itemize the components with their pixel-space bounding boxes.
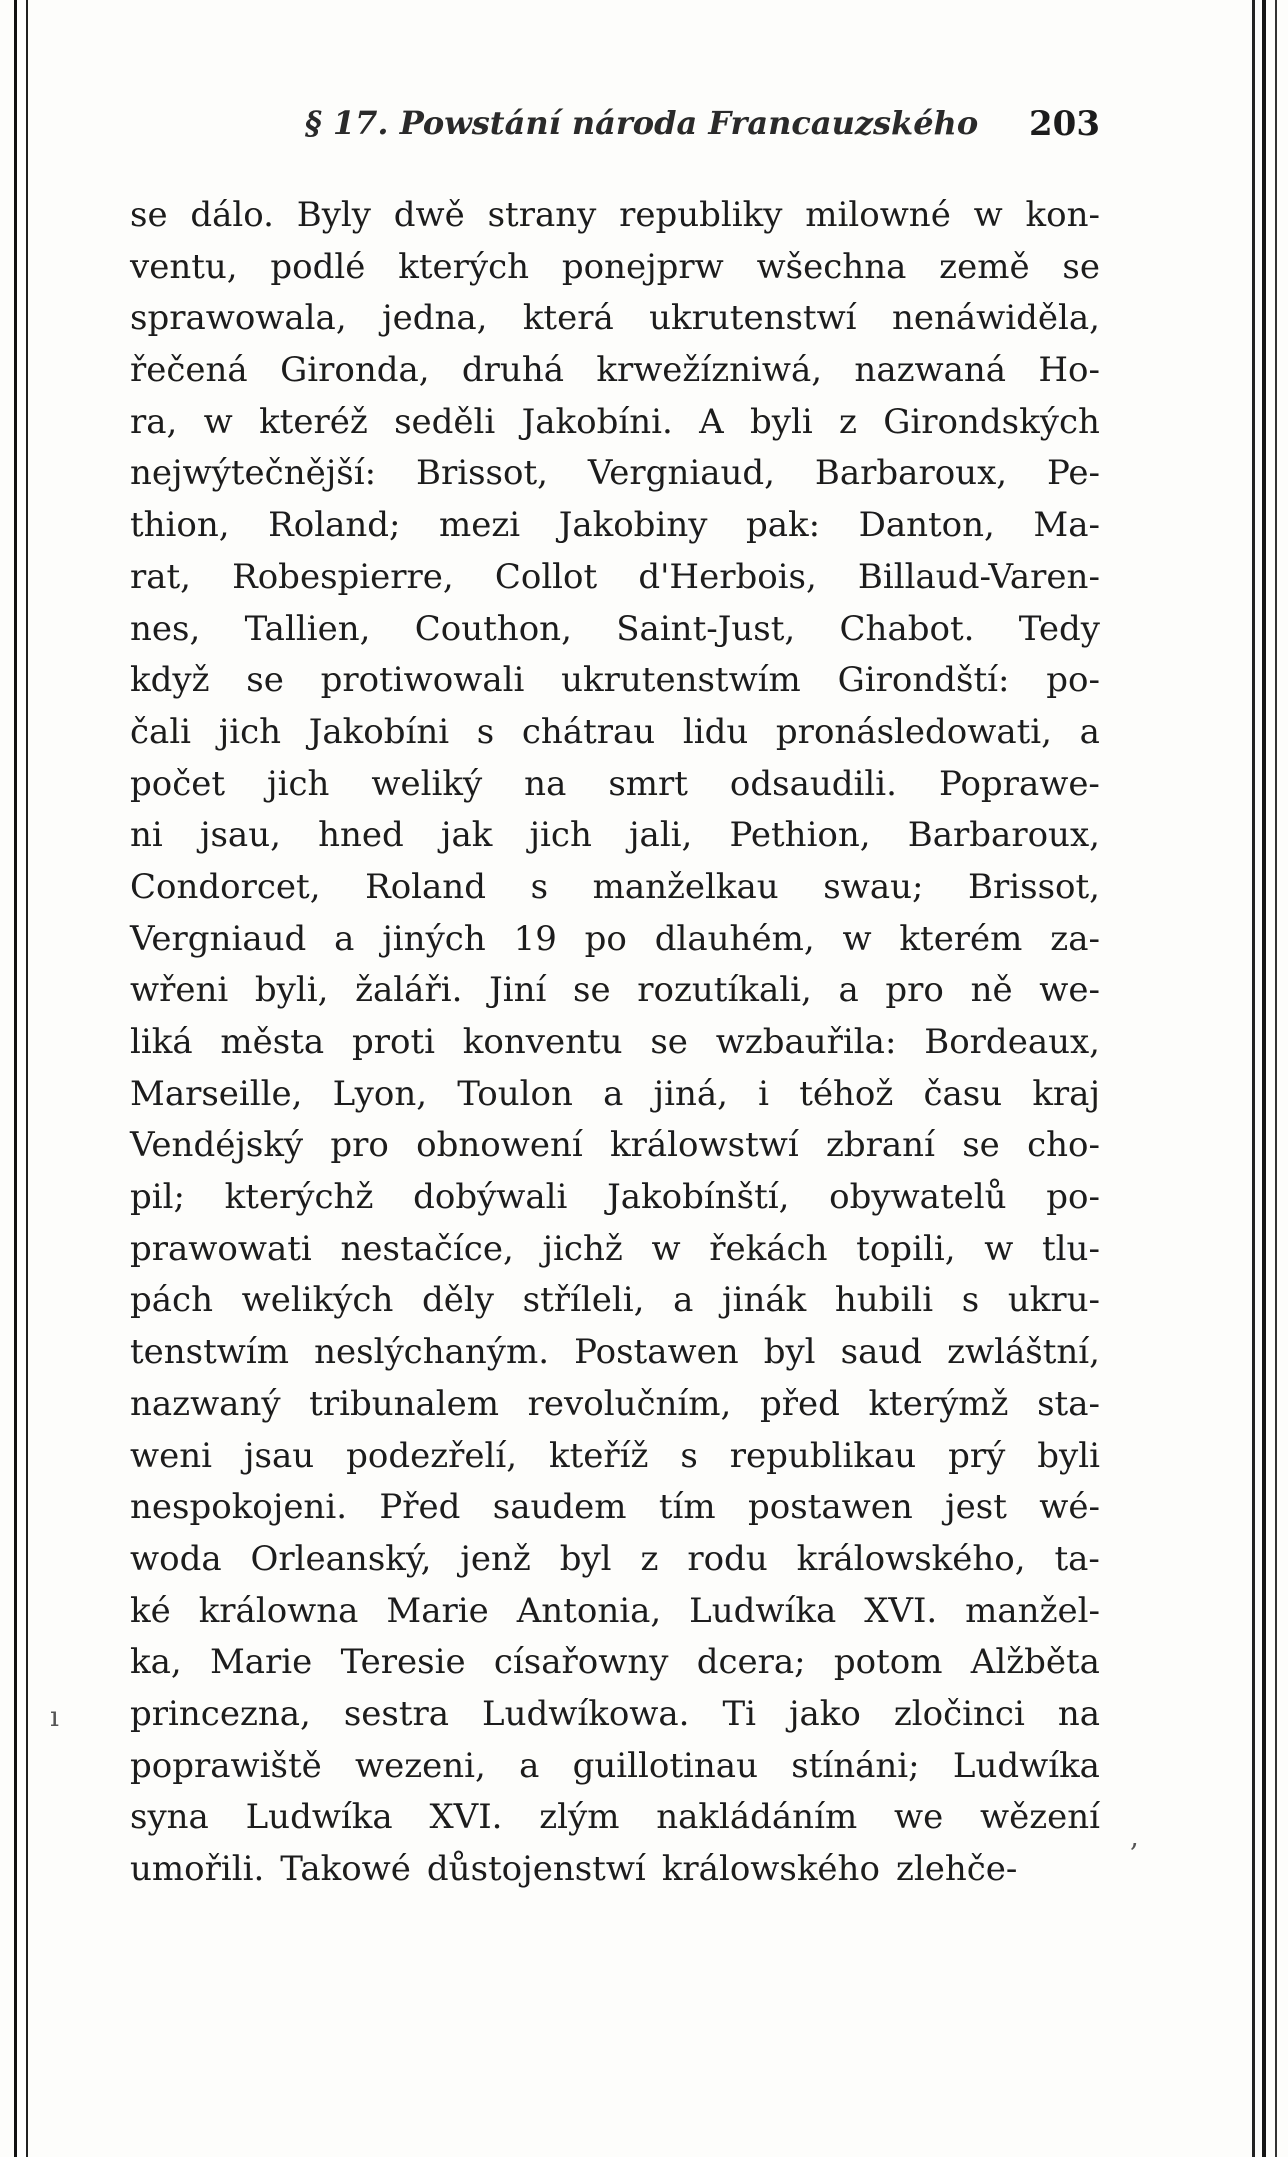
word: zwláštní, (947, 1332, 1100, 1373)
word: weliký (371, 763, 483, 804)
word: Vergniaud, (587, 453, 775, 494)
word: topili, (856, 1228, 956, 1269)
word: lidu (682, 711, 749, 752)
word: kraj (1032, 1073, 1100, 1114)
word: wzbauřila: (715, 1022, 897, 1062)
word: cho- (1027, 1125, 1100, 1166)
text-line (130, 759, 1100, 811)
word: pro (885, 970, 944, 1011)
word: pách (130, 1280, 213, 1321)
word: mezi (439, 505, 521, 546)
word: guillotinau (572, 1745, 758, 1786)
word: saudem (492, 1487, 627, 1528)
word: jenž (460, 1538, 531, 1579)
word: zbraní (825, 1125, 935, 1166)
word: republikau (729, 1435, 917, 1476)
word: s (680, 1435, 698, 1476)
text-line (130, 655, 1100, 707)
page-edge-left (14, 0, 28, 2157)
text-line (130, 242, 1100, 294)
word: žaláři. (355, 970, 463, 1011)
word: nestačíce, (340, 1228, 514, 1269)
word: a (334, 918, 355, 959)
word: jich (218, 711, 282, 752)
word: jich (267, 763, 330, 804)
text-line (130, 1689, 1100, 1741)
word: nespokojeni. (130, 1487, 348, 1528)
word: času (923, 1073, 1003, 1114)
word: wšechna (756, 246, 907, 287)
word: ponejprw (561, 246, 724, 287)
word: umořili. (130, 1849, 265, 1889)
word: s (530, 866, 549, 907)
word: manželkau (592, 866, 779, 907)
word: ra, (130, 401, 178, 442)
word: ukrutenstwí (649, 298, 857, 339)
word: Postawen (574, 1332, 739, 1373)
word: jiných (382, 918, 486, 959)
word: jsau (243, 1435, 315, 1476)
word: dwě (393, 195, 465, 235)
word: Ti (722, 1693, 757, 1734)
word: postawen (748, 1487, 913, 1528)
word: se (130, 195, 168, 235)
word: čali (130, 711, 192, 752)
text-line (130, 500, 1100, 552)
word: jest (945, 1487, 1007, 1528)
text-line (130, 552, 1100, 604)
word: liká (130, 1022, 193, 1062)
word: protiwowali (320, 660, 525, 701)
word: Roland (365, 866, 486, 907)
word: w (203, 401, 233, 442)
word: ta- (1054, 1538, 1100, 1579)
word: sta- (1037, 1383, 1100, 1424)
word: počet (130, 763, 226, 804)
word: a (838, 970, 859, 1011)
word: byli, (254, 970, 329, 1011)
word: se (246, 660, 284, 701)
word: weni (130, 1435, 212, 1476)
word: se (962, 1125, 1000, 1166)
page-edge-right (1275, 0, 1277, 2157)
word: Jakobiny (558, 505, 708, 546)
word: republiky (619, 195, 783, 235)
word: stínáni; (791, 1745, 920, 1786)
word: w (842, 918, 872, 959)
word: ké (130, 1590, 171, 1631)
word: wězení (979, 1797, 1100, 1838)
word: Couthon, (414, 608, 572, 649)
word: w (651, 1228, 681, 1269)
word: s (476, 711, 495, 752)
word: manžel- (965, 1590, 1100, 1631)
word: z (839, 401, 857, 442)
word: Condorcet, (130, 866, 321, 907)
word: princezna, (130, 1693, 311, 1734)
text-line (130, 1069, 1100, 1121)
word: prawowati (130, 1228, 312, 1269)
word: po (584, 918, 627, 959)
word: nazwaný (130, 1383, 281, 1424)
text-line (130, 1017, 1100, 1069)
word: králowského (661, 1849, 880, 1889)
word: Collot (494, 556, 598, 597)
word: sestra (343, 1693, 450, 1734)
word: stříleli, (522, 1280, 645, 1321)
word: swau; (823, 866, 924, 907)
word: podlé (270, 246, 366, 287)
word: Ludwíka (952, 1745, 1100, 1786)
word: řekách (709, 1228, 828, 1269)
word: Marie (386, 1590, 489, 1631)
word: Girondští: (837, 660, 1010, 701)
text-line (130, 345, 1100, 397)
text-line (130, 293, 1100, 345)
word: sprawowala, (130, 298, 347, 339)
word: králowna (198, 1590, 359, 1631)
word: byli (749, 401, 813, 442)
word: a (1079, 711, 1100, 752)
word: Gironda, (280, 350, 430, 391)
word: kon- (1025, 195, 1100, 235)
word: kterýchž (224, 1177, 374, 1218)
word: tenstwím (130, 1332, 290, 1373)
word: we (893, 1797, 944, 1838)
word: před (759, 1383, 840, 1424)
word: zlým (539, 1797, 620, 1838)
word: XVI. (429, 1797, 503, 1838)
page-edge-right (1252, 0, 1255, 2157)
word: Poprawe- (938, 763, 1100, 804)
word: rozutíkali, (637, 970, 812, 1011)
word: Brissot, (968, 866, 1100, 907)
text-line (130, 1844, 1100, 1896)
word: jichž (542, 1228, 623, 1269)
word: krwežízniwá, (596, 350, 823, 391)
word: Toulon (457, 1073, 573, 1114)
word: země (939, 246, 1030, 287)
word: se (650, 1022, 688, 1062)
text-line (130, 1482, 1100, 1534)
word: proti (351, 1022, 435, 1062)
word: ně (970, 970, 1013, 1011)
word: thion, (130, 505, 230, 546)
word: Chabot. (839, 608, 975, 649)
word: Lyon, (332, 1073, 428, 1114)
word: Ludwíka (245, 1797, 393, 1838)
word: jsau, (199, 815, 281, 856)
word: za- (1050, 918, 1100, 959)
word: Barbaroux, (907, 815, 1100, 856)
word: Vergniaud (130, 918, 307, 959)
text-line (130, 604, 1100, 656)
text-line (130, 965, 1100, 1017)
word: a (519, 1745, 540, 1786)
word: Antonia, (516, 1590, 662, 1631)
word: téhož (799, 1073, 894, 1114)
word: Jakobínští, (607, 1177, 790, 1218)
word: Byly (296, 195, 372, 235)
word: kteréž (259, 401, 368, 442)
word: města (220, 1022, 325, 1062)
word: ukru- (1007, 1280, 1100, 1321)
word: odsaudili. (729, 763, 897, 804)
word: tribunalem (309, 1383, 500, 1424)
word: chátrau (521, 711, 656, 752)
word: ni (130, 815, 163, 856)
word: nakládáním (656, 1797, 858, 1838)
word: děly (422, 1280, 494, 1321)
word: syna (130, 1797, 209, 1838)
word: Ludwíkowa. (482, 1693, 690, 1734)
word: jako (788, 1693, 861, 1734)
word: seděli (394, 401, 496, 442)
word: wezeni, (354, 1745, 486, 1786)
word: nejwýtečnější: (130, 453, 377, 494)
word: dlauhém, (654, 918, 815, 959)
word: konventu (462, 1022, 623, 1062)
word: Pethion, (729, 815, 871, 856)
word: Před (379, 1487, 461, 1528)
word: Jakobíni (308, 711, 450, 752)
word: z (640, 1538, 659, 1579)
word: Bordeaux, (924, 1022, 1100, 1062)
word: byli (1037, 1435, 1100, 1476)
word: králowstwí (610, 1125, 799, 1166)
word: na (524, 763, 567, 804)
word: Marseille, (130, 1073, 303, 1114)
word: woda (130, 1538, 222, 1579)
word: která (522, 298, 614, 339)
text-line (130, 1534, 1100, 1586)
word: smrt (608, 763, 688, 804)
word: Danton, (858, 505, 995, 546)
word: jich (529, 815, 592, 856)
word: Roland; (268, 505, 401, 546)
text-line (130, 190, 1100, 242)
word: podezřelí, (346, 1435, 518, 1476)
word: Vendéjský (130, 1125, 304, 1166)
body-text (130, 190, 1100, 1896)
word: králowského, (796, 1538, 1026, 1579)
word: Girondských (883, 401, 1100, 442)
word: strany (487, 195, 597, 235)
word: A (699, 401, 724, 442)
word: pil; (130, 1177, 185, 1218)
word: tlu- (1042, 1228, 1100, 1269)
word: nenáwiděla, (891, 298, 1100, 339)
word: jak (440, 815, 493, 856)
text-line (130, 448, 1100, 500)
text-line (130, 1741, 1100, 1793)
word: Jiní (489, 970, 547, 1011)
word: ventu, (130, 246, 238, 287)
word: a (673, 1280, 694, 1321)
word: kterém (899, 918, 1023, 959)
word: Saint-Just, (616, 608, 796, 649)
word: Pe- (1047, 453, 1100, 494)
text-line (130, 1431, 1100, 1483)
word: obywatelů (829, 1177, 1007, 1218)
word: řečená (130, 350, 248, 391)
text-line (130, 862, 1100, 914)
word: jedna, (382, 298, 488, 339)
word: Tedy (1018, 608, 1100, 649)
word: kterých (398, 246, 530, 287)
text-line (130, 1172, 1100, 1224)
word: rat, (130, 556, 191, 597)
word: prý (948, 1435, 1006, 1476)
word: milowné (805, 195, 951, 235)
word: Alžběta (970, 1642, 1100, 1683)
word: nazwaná (854, 350, 1007, 391)
word: jiná, (653, 1073, 728, 1114)
word: hubili (834, 1280, 934, 1321)
page-edge-right (1262, 0, 1266, 2157)
word: kterýmž (868, 1383, 1009, 1424)
word: a (603, 1073, 624, 1114)
text-line (130, 810, 1100, 862)
word: neslýchaným. (314, 1332, 550, 1373)
word: ka, (130, 1642, 182, 1683)
page-number: 203 (1029, 104, 1100, 144)
word: Jakobíni. (521, 401, 673, 442)
text-line (130, 1224, 1100, 1276)
word: we- (1039, 970, 1100, 1011)
word: wé- (1039, 1487, 1100, 1528)
word: dcera; (696, 1642, 806, 1683)
text-line (130, 1586, 1100, 1638)
text-line (130, 1327, 1100, 1379)
word: kteříž (549, 1435, 649, 1476)
word: Tallien, (244, 608, 371, 649)
word: jali, (629, 815, 693, 856)
word: hned (318, 815, 404, 856)
word: w (984, 1228, 1014, 1269)
word: d'Herbois, (638, 556, 817, 597)
word: s (961, 1280, 980, 1321)
word: XVI. (864, 1590, 938, 1631)
word: Marie (209, 1642, 313, 1683)
word: byl (559, 1538, 612, 1579)
text-line (130, 1120, 1100, 1172)
word: císařowny (493, 1642, 669, 1683)
word: Takowé (280, 1849, 411, 1889)
word: Barbaroux, (814, 453, 1008, 494)
margin-mark: , (1130, 1820, 1139, 1853)
text-line (130, 914, 1100, 966)
running-header (130, 104, 1100, 154)
word: Teresie (340, 1642, 466, 1683)
word: po- (1046, 660, 1100, 701)
word: Billaud-Varen- (857, 556, 1100, 597)
word: když (130, 660, 210, 701)
word: pak: (745, 505, 821, 546)
word: rodu (687, 1538, 768, 1579)
word: welikých (241, 1280, 394, 1321)
word: revolučním, (527, 1383, 732, 1424)
word: w (973, 195, 1003, 235)
word: Ma- (1033, 505, 1100, 546)
text-line (130, 1275, 1100, 1327)
word: poprawiště (130, 1745, 322, 1786)
word: na (1057, 1693, 1100, 1734)
word: wřeni (130, 970, 229, 1011)
word: pronásledowati, (775, 711, 1052, 752)
text-line (130, 707, 1100, 759)
word: obnowení (416, 1125, 583, 1166)
word: Robespierre, (232, 556, 454, 597)
text-line (130, 1379, 1100, 1431)
word: i (758, 1073, 769, 1114)
word: Ho- (1038, 350, 1100, 391)
word: jinák (722, 1280, 807, 1321)
word: druhá (461, 350, 564, 391)
word: saud (840, 1332, 923, 1373)
word: dálo. (190, 195, 274, 235)
word: tím (658, 1487, 716, 1528)
word: se (1062, 246, 1100, 287)
word: ukrutenstwím (561, 660, 801, 701)
text-line (130, 1792, 1100, 1844)
word: důstojenstwí (426, 1849, 646, 1889)
word: byl (763, 1332, 816, 1373)
word: potom (833, 1642, 943, 1683)
text-line (130, 397, 1100, 449)
word: se (573, 970, 611, 1011)
section-title: § 17. Powstání národa Francauzského (305, 104, 979, 142)
word: nes, (130, 608, 201, 649)
word: Brissot, (415, 453, 548, 494)
word: zločinci (893, 1693, 1025, 1734)
word: po- (1046, 1177, 1100, 1218)
word: dobýwali (413, 1177, 568, 1218)
text-line (130, 1637, 1100, 1689)
word: pro (330, 1125, 389, 1166)
word: Ludwíka (689, 1590, 837, 1631)
word: zlehče- (895, 1849, 1018, 1889)
word: Orleanský, (250, 1538, 432, 1579)
word: 19 (513, 918, 557, 959)
margin-mark: ı (50, 1700, 59, 1733)
